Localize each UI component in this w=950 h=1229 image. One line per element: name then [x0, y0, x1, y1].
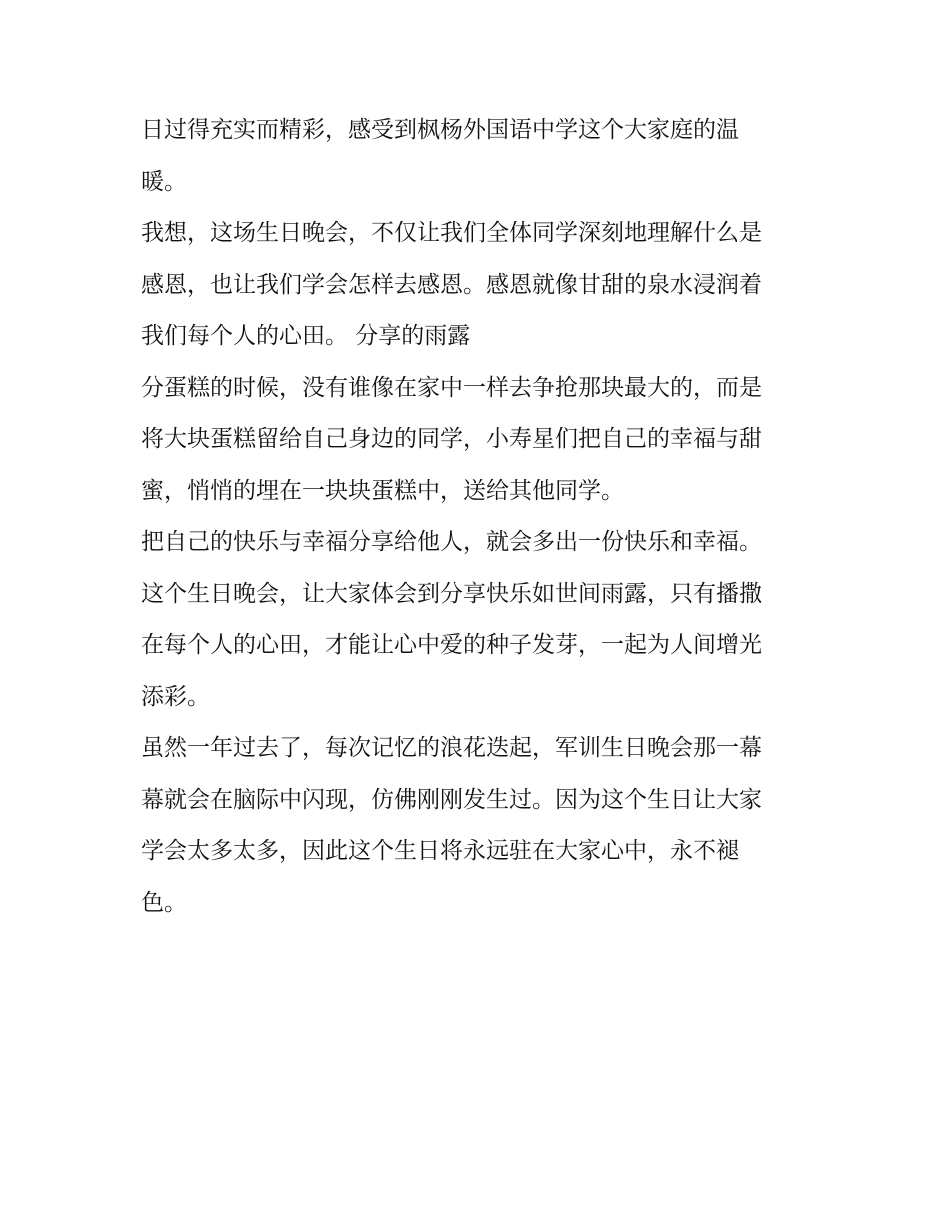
text-line: 学会太多太多，因此这个生日将永远驻在大家心中，永不褪 — [141, 838, 739, 864]
text-line: 暖。 — [141, 168, 187, 195]
text-line: 把自己的快乐与幸福分享给他人，就会多出一份快乐和幸福。 — [141, 529, 762, 555]
body-text — [141, 105, 821, 929]
text-line: 日过得充实而精彩，感受到枫杨外国语中学这个大家庭的温 — [141, 117, 739, 143]
text-line: 添彩。 — [141, 683, 210, 710]
text-line: 在每个人的心田，才能让心中爱的种子发芽，一起为人间增光 — [141, 632, 762, 658]
text-line: 这个生日晚会，让大家体会到分享快乐如世间雨露，只有播撒 — [141, 580, 762, 607]
text-line: 感恩，也让我们学会怎样去感恩。感恩就像甘甜的泉水浸润着 — [141, 271, 762, 298]
text-line: 蜜，悄悄的埋在一块块蛋糕中，送给其他同学。 — [141, 477, 624, 504]
text-line: 分蛋糕的时候，没有谁像在家中一样去争抢那块最大的，而是 — [141, 374, 762, 401]
text-line: 幕就会在脑际中闪现，仿佛刚刚发生过。因为这个生日让大家 — [141, 786, 762, 813]
text-line: 我们每个人的心田。 分享的雨露 — [141, 323, 471, 349]
text-line: 将大块蛋糕留给自己身边的同学，小寿星们把自己的幸福与甜 — [141, 426, 762, 452]
text-line: 我想，这场生日晚会，不仅让我们全体同学深刻地理解什么是 — [141, 220, 762, 246]
text-line: 虽然一年过去了，每次记忆的浪花迭起，军训生日晚会那一幕 — [141, 735, 762, 761]
text-line: 色。 — [141, 889, 187, 916]
